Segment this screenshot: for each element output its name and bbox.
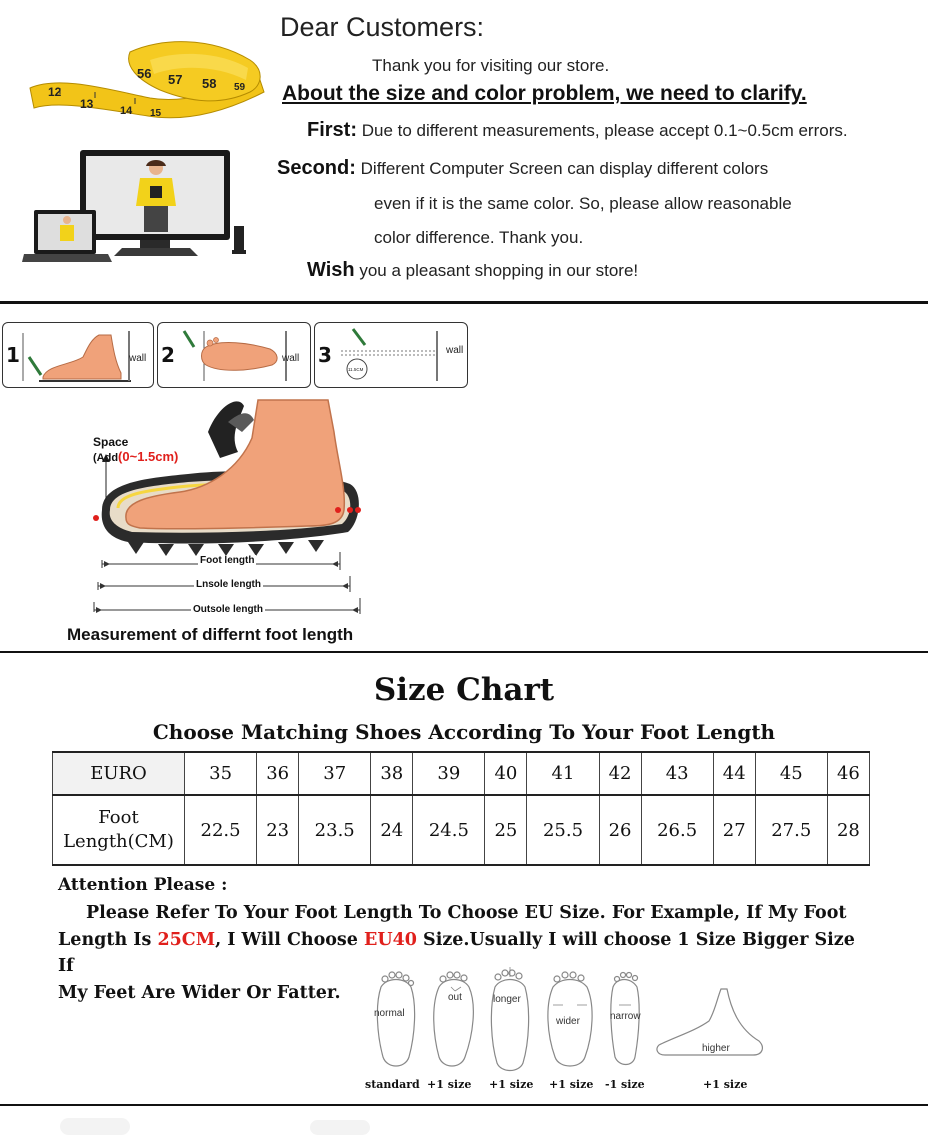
monitor-laptop-illustration — [22, 148, 258, 266]
outsole-length-label: Outsole length — [193, 604, 263, 615]
attention-line-3: My Feet Are Wider Or Fatter. — [58, 982, 341, 1003]
foot-type-label: higher — [702, 1043, 730, 1054]
size-chart-title: Size Chart — [373, 672, 555, 708]
space-add-label: (Add — [93, 452, 119, 464]
foot-length-cell: 24.5 — [413, 795, 485, 865]
ruler-measure-icon — [337, 327, 441, 385]
foot-length-cell: 26.5 — [641, 795, 713, 865]
first-note — [307, 119, 848, 142]
euro-size-cell: 37 — [299, 752, 371, 795]
euro-size-cell: 35 — [185, 752, 257, 795]
second-label: Second: — [277, 157, 356, 179]
attention-title: Attention Please : — [58, 875, 228, 895]
foot-type-size: +1 size — [703, 1078, 748, 1091]
foot-length-cell: 26 — [599, 795, 641, 865]
first-label: First: — [307, 119, 357, 141]
foot-type-label: normal — [374, 1008, 405, 1019]
euro-size-cell: 38 — [371, 752, 413, 795]
tape-number: 57 — [168, 72, 183, 87]
wish-note — [307, 259, 638, 282]
space-range: (0~1.5cm) — [118, 449, 179, 464]
foot-length-label: Foot length — [200, 555, 255, 566]
second-note — [277, 157, 768, 180]
euro-size-cell: 42 — [599, 752, 641, 795]
foot-type-size: +1 size — [427, 1078, 472, 1091]
section-divider — [0, 1104, 928, 1106]
foot-length-cell: 27.5 — [755, 795, 827, 865]
greeting-heading: Dear Customers: — [280, 12, 485, 42]
wish-label: Wish — [307, 259, 355, 281]
foot-length-cell: 22.5 — [185, 795, 257, 865]
foot-length-cell: 23.5 — [299, 795, 371, 865]
tape-number: 13 — [80, 97, 94, 111]
foot-length-cell: 28 — [827, 795, 869, 865]
attention-text: Size.Usually I will choose 1 Size Bigger Size If — [58, 929, 855, 976]
step-number: 2 — [161, 343, 175, 367]
example-eu-size: EU40 — [364, 929, 417, 950]
foot-length-cell: 25.5 — [527, 795, 599, 865]
wish-text: you a pleasant shopping in our store! — [359, 261, 639, 280]
tape-number: 15 — [150, 108, 162, 119]
second-text-2: even if it is the same color. So, please allow reasonable — [374, 194, 792, 213]
euro-label: EURO — [53, 752, 185, 795]
foot-type-size: +1 size — [549, 1078, 594, 1091]
clarify-heading: About the size and color problem, we need to clarify. — [282, 82, 807, 105]
foot-length-cell: 25 — [485, 795, 527, 865]
size-chart-subtitle: Choose Matching Shoes According To Your Foot Length — [152, 720, 776, 744]
euro-size-cell: 39 — [413, 752, 485, 795]
euro-size-cell: 41 — [527, 752, 599, 795]
foot-length-row — [53, 795, 870, 865]
euro-size-cell: 45 — [755, 752, 827, 795]
wall-label: wall — [446, 345, 464, 356]
second-text-1: Different Computer Screen can display different colors — [360, 159, 769, 178]
foot-side-icon — [21, 327, 133, 385]
space-label: Space — [93, 435, 129, 449]
euro-size-cell: 46 — [827, 752, 869, 795]
size-table — [52, 751, 870, 866]
foot-type-label: out — [448, 992, 462, 1003]
euro-size-cell: 40 — [485, 752, 527, 795]
space-add-row — [93, 449, 178, 464]
euro-size-cell: 36 — [257, 752, 299, 795]
measuring-tape-illustration — [20, 30, 270, 122]
tape-number: 12 — [48, 85, 62, 99]
attention-text: , I Will Choose — [215, 929, 365, 950]
tape-number: 56 — [137, 66, 152, 81]
step-number: 3 — [318, 343, 332, 367]
insole-length-label: Lnsole length — [196, 579, 261, 590]
foot-type-label: wider — [556, 1016, 580, 1027]
first-text: Due to different measurements, please accept 0.1~0.5cm errors. — [361, 121, 848, 140]
faint-shape — [310, 1120, 370, 1135]
tape-number: 14 — [120, 105, 133, 117]
euro-size-cell: 44 — [713, 752, 755, 795]
measure-step-1 — [2, 322, 154, 388]
second-text-3: color difference. Thank you. — [374, 228, 584, 247]
foot-type-size: standard — [365, 1078, 420, 1091]
example-foot-length: 25CM — [157, 929, 216, 950]
foot-length-label-cell — [53, 795, 185, 865]
measure-badge: 11.5CM — [348, 367, 364, 372]
foot-type-label: longer — [493, 994, 521, 1005]
attention-line-1: Please Refer To Your Foot Length To Choose EU Size. For Example, If My Foot — [86, 903, 847, 923]
foot-label-line2: Length(CM) — [63, 831, 174, 852]
euro-size-row — [53, 752, 870, 795]
measurement-caption: Measurement of differnt foot length — [67, 625, 354, 644]
foot-length-cell: 23 — [257, 795, 299, 865]
step-number: 1 — [6, 343, 20, 367]
foot-type-size: +1 size — [489, 1078, 534, 1091]
attention-text: Length Is — [58, 929, 158, 950]
measure-step-2 — [157, 322, 311, 388]
tape-number: 59 — [234, 82, 246, 93]
measure-step-3 — [314, 322, 468, 388]
tape-number: 58 — [202, 76, 217, 91]
euro-size-cell: 43 — [641, 752, 713, 795]
foot-type-label: narrow — [610, 1011, 641, 1022]
faint-shape — [60, 1118, 130, 1135]
foot-type-size: -1 size — [605, 1078, 645, 1091]
wall-label: wall — [282, 353, 300, 364]
foot-length-cell: 24 — [371, 795, 413, 865]
section-divider — [0, 301, 928, 304]
foot-label-line1: Foot — [98, 807, 139, 828]
thanks-text: Thank you for visiting our store. — [372, 56, 610, 75]
section-divider — [0, 651, 928, 653]
wall-label: wall — [129, 353, 147, 364]
foot-length-cell: 27 — [713, 795, 755, 865]
